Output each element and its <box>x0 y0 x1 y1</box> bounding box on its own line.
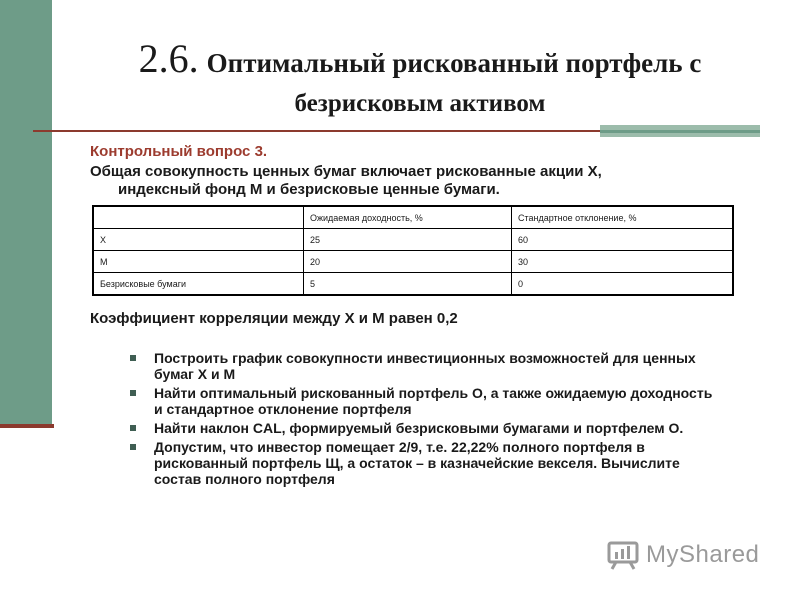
table-cell: 30 <box>512 251 734 273</box>
table-cell: 25 <box>304 229 512 251</box>
table-cell: 20 <box>304 251 512 273</box>
table-header-cell <box>93 206 304 229</box>
list-item <box>130 350 720 382</box>
title-line-1 <box>60 36 780 82</box>
task-text: Найти оптимальный рискованный портфель О, а также ожидаемую доходность и стандартное отклонение портфеля <box>154 385 713 417</box>
question-heading: Контрольный вопрос 3. <box>90 143 268 160</box>
intro-text <box>90 163 730 199</box>
table-header-cell: Стандартное отклонение, % <box>512 206 734 229</box>
square-bullet-icon <box>130 425 136 431</box>
correlation-text: Коэффициент корреляции между Х и М равен 0,2 <box>90 310 458 327</box>
table-cell: 5 <box>304 273 512 296</box>
table-row <box>93 273 733 296</box>
left-band-edge <box>0 424 54 428</box>
intro-line-1: Общая совокупность ценных бумаг включает рискованные акции Х, <box>90 163 602 180</box>
task-list <box>130 350 720 490</box>
task-text: Найти наклон CAL, формируемый безрисковыми бумагами и портфелем О. <box>154 420 684 436</box>
square-bullet-icon <box>130 444 136 450</box>
table-cell: М <box>93 251 304 273</box>
title-line-2: безрисковым активом <box>294 90 546 117</box>
task-text: Допустим, что инвестор помещает 2/9, т.е. 22,22% полного портфеля в рискованный портфель Щ, а остаток – в казначейские векселя. Вычислите состав полного портфеля <box>154 439 680 487</box>
table-row <box>93 251 733 273</box>
intro-line-2: индексный фонд М и безрисковые ценные бумаги. <box>118 181 500 198</box>
task-text: Построить график совокупности инвестиционных возможностей для ценных бумаг Х и М <box>154 350 696 382</box>
table-cell: Безрисковые бумаги <box>93 273 304 296</box>
chart-board-icon <box>606 540 640 570</box>
square-bullet-icon <box>130 355 136 361</box>
table-cell: 0 <box>512 273 734 296</box>
slide-title <box>60 36 780 122</box>
table-header-cell: Ожидаемая доходность, % <box>304 206 512 229</box>
watermark-text: MyShared <box>646 541 760 568</box>
left-decorative-band <box>0 0 52 428</box>
title-text-1: Оптимальный рискованный портфель с <box>206 48 702 78</box>
list-item <box>130 420 720 436</box>
table-cell: Х <box>93 229 304 251</box>
title-number: 2.6. <box>138 36 199 81</box>
table-row <box>93 229 733 251</box>
list-item <box>130 439 720 487</box>
watermark-logo <box>606 538 759 572</box>
square-bullet-icon <box>130 390 136 396</box>
securities-table <box>92 205 734 296</box>
table-header-row <box>93 206 733 229</box>
list-item <box>130 385 720 417</box>
title-rule-accent-inner <box>600 130 760 133</box>
table-cell: 60 <box>512 229 734 251</box>
